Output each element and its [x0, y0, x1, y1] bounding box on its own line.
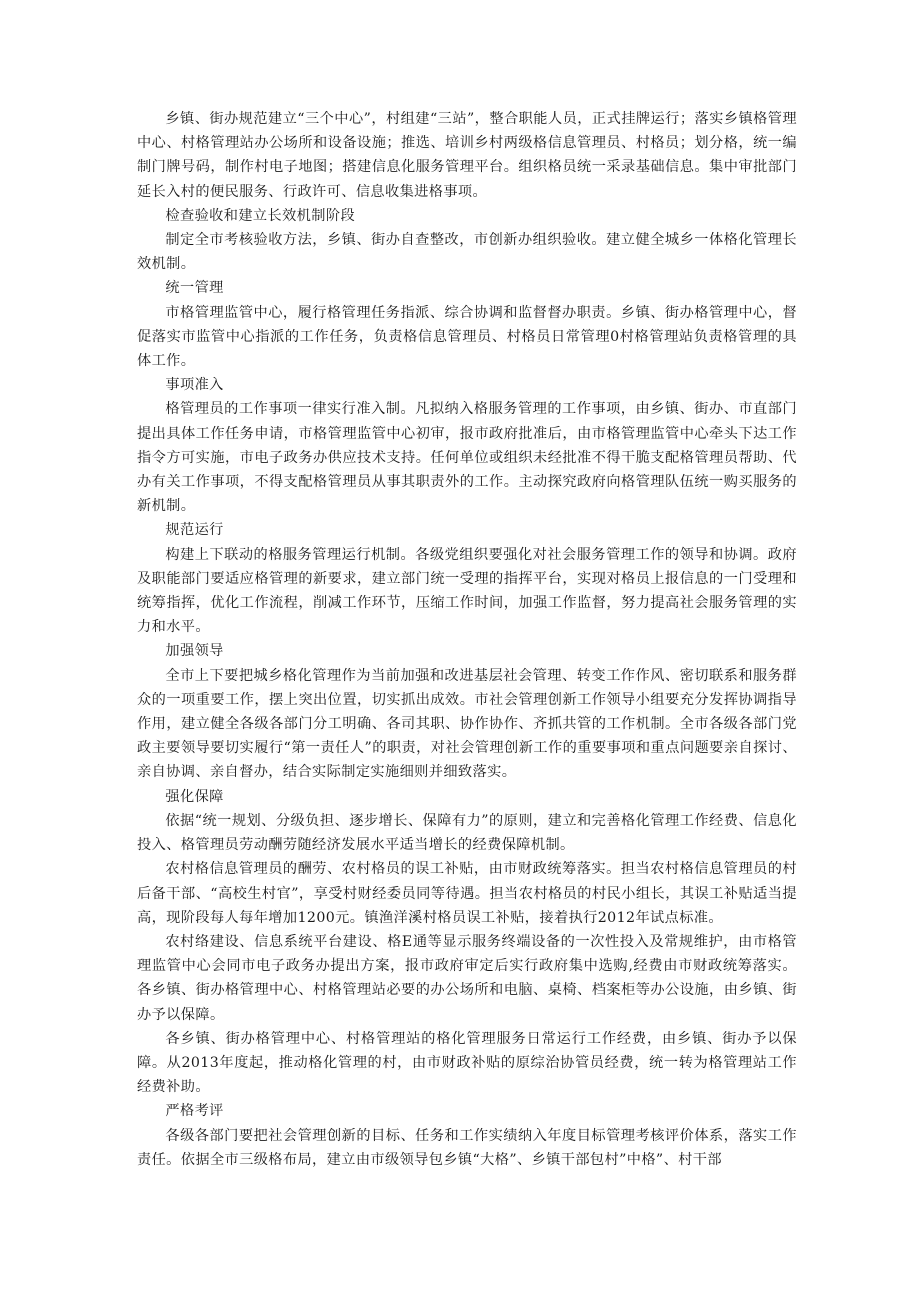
- section-heading: 加强领导: [165, 643, 224, 660]
- paragraph: 农村格信息管理员的酬劳、农村格员的误工补贴，由市财政统筹落实。担当农村格信息管理员的村后备干部、“高校生村官”，享受村财经委员同等待遇。担当农村格员的村民小组长，其误工补贴适当提高，现阶段每人每年增加1200元。镇渔洋溪村格员误工补贴，接着执行2012年试点标准。: [137, 861, 797, 926]
- section-heading: 检查验收和建立长效机制阶段: [165, 207, 356, 224]
- section-heading: 规范运行: [165, 522, 224, 539]
- paragraph: 制定全市考核验收方法，乡镇、街办自查整改，市创新办组织验收。建立健全城乡一体格化管理长效机制。: [137, 232, 797, 273]
- section-heading: 事项准入: [165, 377, 224, 394]
- section-heading: 严格考评: [165, 1103, 224, 1120]
- paragraph: 农村络建设、信息系统平台建设、格E通等显示服务终端设备的一次性投入及常规维护，由市格管理监管中心会同市电子政务办提出方案，报市政府审定后实行政府集中选购,经费由市财政统筹落实。各乡镇、街办格管理中心、村格管理站必要的办公场所和电脑、桌椅、档案柜等办公设施，由乡镇、街办予以保障。: [137, 933, 797, 1023]
- paragraph: 构建上下联动的格服务管理运行机制。各级党组织要强化对社会服务管理工作的领导和协调。政府及职能部门要适应格管理的新要求，建立部门统一受理的指挥平台，实现对格员上报信息的一门受理和统筹指挥，优化工作流程，削减工作环节，压缩工作时间，加强工作监督，努力提高社会服务管理的实力和水平。: [137, 546, 797, 636]
- paragraph: 市格管理监管中心，履行格管理任务指派、综合协调和监督督办职责。乡镇、街办格管理中心，督促落实市监管中心指派的工作任务，负责格信息管理员、村格员日常管理0村格管理站负责格管理的具体工作。: [137, 304, 797, 370]
- section-heading: 强化保障: [165, 788, 224, 805]
- paragraph: 全市上下要把城乡格化管理作为当前加强和改进基层社会管理、转变工作作风、密切联系和服务群众的一项重要工作，摆上突出位置，切实抓出成效。市社会管理创新工作领导小组要充分发挥协调指导作用，建立健全各级各部门分工明确、各司其职、协作协作、齐抓共管的工作机制。全市各级各部门党政主要领导要切实履行“第一责任人”的职责，对社会管理创新工作的重要事项和重点问题要亲自探讨、亲自协调、亲自督办，结合实际制定实施细则并细致落实。: [137, 667, 797, 781]
- paragraph: 依据“统一规划、分级负担、逐步增长、保障有力”的原则，建立和完善格化管理工作经费、信息化投入、格管理员劳动酬劳随经济发展水平适当增长的经费保障机制。: [137, 812, 797, 854]
- paragraph: 乡镇、街办规范建立“三个中心”，村组建“三站”，整合职能人员，正式挂牌运行；落实乡镇格管理中心、村格管理站办公场所和设备设施；推选、培训乡村两级格信息管理员、村格员；划分格，统一编制门牌号码，制作村电子地图；搭建信息化服务管理平台。组织格员统一采录基础信息。集中审批部门延长入村的便民服务、行政许可、信息收集进格事项。: [137, 111, 797, 200]
- paragraph: 格管理员的工作事项一律实行准入制。凡拟纳入格服务管理的工作事项，由乡镇、街办、市直部门提出具体工作任务申请，市格管理监管中心初审，报市政府批准后，由市格管理监管中心牵头下达工作指令方可实施，市电子政务办供应技术支持。任何单位或组织未经批准不得干脆支配格管理员帮助、代办有关工作事项，不得支配格管理员从事其职责外的工作。主动探究政府向格管理队伍统一购买服务的新机制。: [137, 401, 797, 515]
- paragraph: 各乡镇、街办格管理中心、村格管理站的格化管理服务日常运行工作经费，由乡镇、街办予以保障。从2013年度起，推动格化管理的村，由市财政补贴的原综治协管员经费，统一转为格管理站工作经费补助。: [137, 1030, 797, 1096]
- section-heading: 统一管理: [165, 280, 224, 297]
- document-body: [137, 107, 797, 1172]
- paragraph: 各级各部门要把社会管理创新的目标、任务和工作实绩纳入年度目标管理考核评价体系，落实工作责任。依据全市三级格布局，建立由市级领导包乡镇“大格”、乡镇干部包村”中格”、村干部: [137, 1127, 797, 1168]
